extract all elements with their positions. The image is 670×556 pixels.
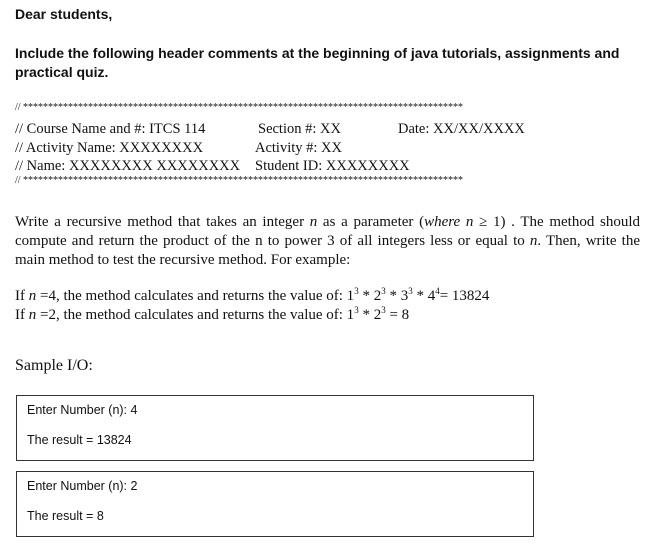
comment-activity-name: // Activity Name: XXXXXXXX (15, 140, 204, 156)
greeting: Dear students, (15, 6, 113, 22)
comment-border-bottom: // **************************************************************************************** (15, 175, 464, 186)
io-prompt: Enter Number (n): 4 (27, 403, 138, 417)
io-box-2 (16, 471, 534, 537)
comment-date: Date: XX/XX/XXXX (398, 121, 525, 137)
comment-student-id: Student ID: XXXXXXXX (255, 158, 410, 174)
io-result: The result = 8 (27, 509, 104, 523)
intro-text: Include the following header comments at the beginning of java tutorials, assignments and practical quiz. (15, 45, 620, 80)
example-line-2: If n =2, the method calculates and returns the value of: $1^3 * 2^3 = 8$ (15, 305, 410, 323)
comment-activity-number: Activity #: XX (255, 140, 342, 156)
io-result: The result = 13824 (27, 433, 132, 447)
comment-course: // Course Name and #: ITCS 114 (15, 121, 206, 137)
problem-statement: Write a recursive method that takes an integer n as a parameter (where n ≥ 1) . The method should compute and return the product of the n to power 3 of all integers less or equal to n. Then, write the main method to test the recursive method. For example: (15, 214, 641, 268)
comment-border-top: // **************************************************************************************** (15, 102, 464, 113)
var-n: n (309, 214, 318, 230)
comment-name: // Name: XXXXXXXX XXXXXXXX (15, 158, 241, 174)
comment-section: Section #: XX (258, 121, 341, 137)
io-box-1 (16, 395, 534, 461)
io-prompt: Enter Number (n): 2 (27, 479, 138, 493)
sample-io-title: Sample I/O: (15, 357, 93, 374)
example-line-1: If n =4, the method calculates and returns the value of: $1^3 * 2^3 * 3^3 * 4^4= 13824$ (15, 286, 490, 304)
